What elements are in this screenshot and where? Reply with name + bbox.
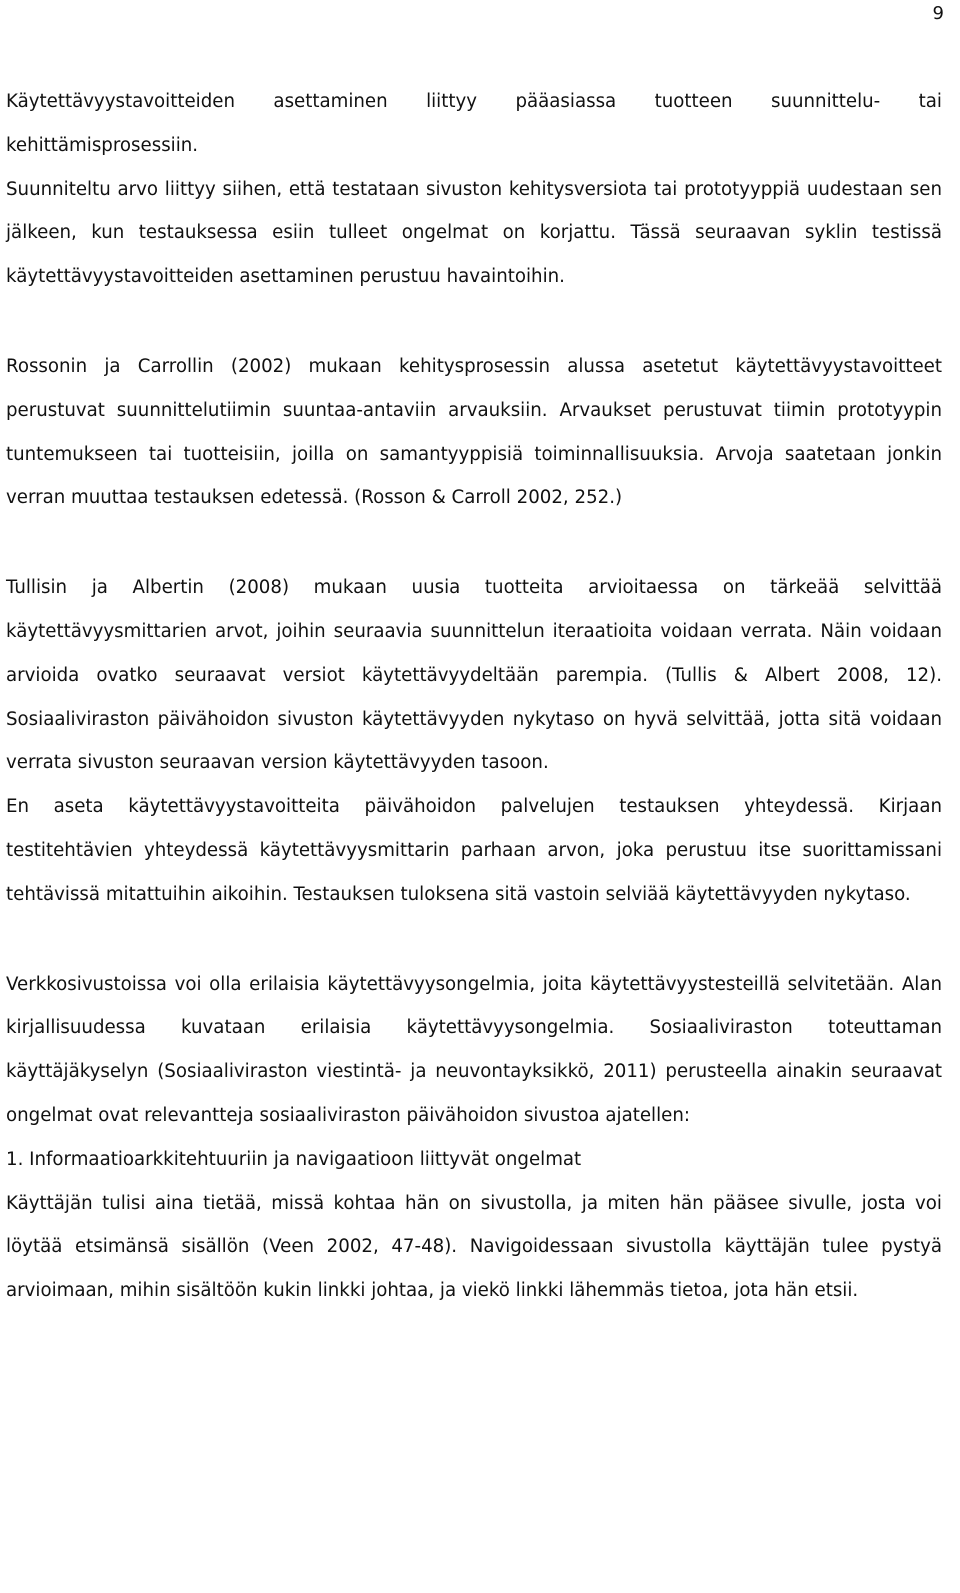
paragraph-tullis-albert: Tullisin ja Albertin (2008) mukaan uusia tuotteita arvioitaessa on tärkeää selvittää käytettävyysmittarien arvot, joihin seuraavia suunnittelun iteraatioita voidaan verrata. Näin voidaan arvioida ovatko seuraavat versiot käytettävyydeltään parempia. (Tullis & Albert 2008, 12). Sosiaaliviraston päivähoidon sivuston käytettävyyden nykytaso on hyvä selvittää, jotta sitä voidaan verrata sivuston seuraavan version käytettävyyden tasoon. (6, 577, 942, 774)
page-number: 9 (932, 3, 944, 24)
paragraph-navigation: Käyttäjän tulisi aina tietää, missä kohtaa hän on sivustolla, ja miten hän pääsee sivulle, josta voi löytää etsimänsä sisällön (Veen 2002, 47-48). Navigoidessaan sivustolla käyttäjän tulee pystyä arvioimaan, mihin sisältöön kukin linkki johtaa, ja viekö linkki lähemmäs tietoa, jota hän etsii. (6, 1192, 942, 1302)
paragraph-rosson-carroll: Rossonin ja Carrollin (2002) mukaan kehitysprosessin alussa asetetut käytettävyystavoitteet perustuvat suunnittelutiimin suuntaa-antaviin arvauksiin. Arvaukset perustuvat tiimin prototyypin tuntemukseen tai tuotteisiin, joilla on samantyyppisiä toiminnallisuuksia. Arvoja saatetaan jonkin verran muuttaa testauksen edetessä. (Rosson & Carroll 2002, 252.) (6, 355, 942, 509)
paragraph-planned-value: Suunniteltu arvo liittyy siihen, että testataan sivuston kehitysversiota tai prototyyppiä uudestaan sen jälkeen, kun testauksessa esiin tulleet ongelmat on korjattu. Tässä seuraavan syklin testissä käytettävyystavoitteiden asettaminen perustuu havaintoihin. (6, 178, 942, 288)
document-body (6, 80, 942, 1313)
paragraph-goal-setting: Käytettävyystavoitteiden asettaminen liittyy pääasiassa tuotteen suunnittelu- tai kehittämisprosessiin. (6, 91, 942, 156)
paragraph-usability-problems: Verkkosivustoissa voi olla erilaisia käytettävyysongelmia, joita käytettävyystesteillä selvitetään. Alan kirjallisuudessa kuvataan erilaisia käytettävyysongelmia. Sosiaaliviraston toteuttaman käyttäjäkyselyn (Sosiaaliviraston viestintä- ja neuvontayksikkö, 2011) perusteella ainakin seuraavat ongelmat ovat relevantteja sosiaaliviraston päivähoidon sivustoa ajatellen: (6, 973, 942, 1126)
paragraph-no-goals: En aseta käytettävyystavoitteita päivähoidon palvelujen testauksen yhteydessä. Kirjaan testitehtävien yhteydessä käytettävyysmittarin parhaan arvon, joka perustuu itse suorittamissani tehtävissä mitattuihin aikoihin. Testauksen tuloksena sitä vastoin selviää käytettävyyden nykytaso. (6, 796, 942, 905)
section-heading: 1. Informaatioarkkitehtuuriin ja navigaatioon liittyvät ongelmat (6, 1148, 582, 1170)
